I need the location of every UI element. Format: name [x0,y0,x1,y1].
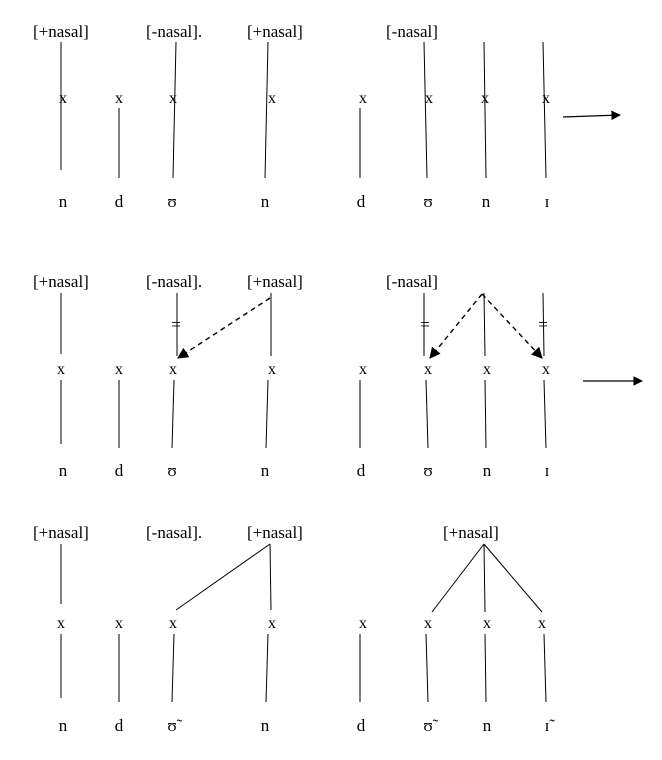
spreading-arrow-icon [430,294,482,358]
timing-slot: x [268,361,276,378]
timing-slot: x [268,615,276,632]
association-line [432,544,484,612]
association-line [266,634,268,702]
timing-slot: x [57,615,65,632]
timing-slot: x [115,615,123,632]
association-line [176,544,270,610]
segment: ɪ̃ [544,716,550,735]
timing-slot: x [169,615,177,632]
association-line [270,544,271,610]
segment: d [356,716,366,735]
segment: n [260,192,270,211]
feature-label: [+nasal] [443,523,499,542]
association-line [426,634,428,702]
timing-slot: x [538,615,546,632]
association-line [172,380,174,448]
segment: n [481,192,491,211]
delink-mark-icon: = [420,315,430,334]
segment: d [114,461,124,480]
timing-slot: x [268,90,276,107]
timing-slot: x [542,90,550,107]
segment: ʊ̃ [423,716,433,735]
association-line [485,380,486,448]
segment: d [114,716,124,735]
association-line [484,42,486,178]
feature-label: [+nasal] [247,523,303,542]
segment: ʊ [167,461,177,480]
feature-label: [-nasal]. [146,523,203,542]
association-line [173,42,176,178]
association-line [544,634,546,702]
timing-slot: x [359,615,367,632]
feature-label: [+nasal] [33,523,89,542]
segment: n [58,716,68,735]
timing-slot: x [542,361,550,378]
panel-step-3 [33,523,555,735]
timing-slot: x [359,361,367,378]
timing-slot: x [359,90,367,107]
segment: d [114,192,124,211]
segment: ʊ [423,461,433,480]
segment: n [260,716,270,735]
segment: d [356,461,366,480]
segment: ʊ [167,192,177,211]
timing-slot: x [59,90,67,107]
segment: d [356,192,366,211]
feature-label: [-nasal]. [146,22,203,41]
segment: ʊ [423,192,433,211]
feature-label: [-nasal] [386,22,438,41]
feature-label: [-nasal] [386,272,438,291]
segment: n [58,461,68,480]
timing-slot: x [169,90,177,107]
segment: ʊ̃ [167,716,177,735]
association-line [484,544,542,612]
segment: n [482,716,492,735]
timing-slot: x [425,90,433,107]
feature-label: [+nasal] [247,272,303,291]
timing-slot: x [481,90,489,107]
segment: ɪ [544,192,550,211]
association-line [172,634,174,702]
association-line [266,380,268,448]
derivation-arrow-icon [563,115,620,117]
spreading-arrow-icon [482,294,542,358]
spreading-arrow-icon [178,298,270,358]
delink-mark-icon: = [538,315,548,334]
association-line [265,42,268,178]
timing-slot: x [483,615,491,632]
association-line [426,380,428,448]
delink-mark-icon: = [171,315,181,334]
association-line [543,42,546,178]
timing-slot: x [169,361,177,378]
timing-slot: x [57,361,65,378]
association-line [485,634,486,702]
timing-slot: x [115,90,123,107]
timing-slot: x [424,361,432,378]
association-line [544,380,546,448]
panel-step-2 [33,272,642,480]
timing-slot: x [424,615,432,632]
feature-label: [-nasal]. [146,272,203,291]
feature-label: [+nasal] [247,22,303,41]
feature-label: [+nasal] [33,272,89,291]
timing-slot: x [115,361,123,378]
association-line [484,544,485,612]
association-line [424,42,427,178]
timing-slot: x [483,361,491,378]
segment: n [482,461,492,480]
segment: n [58,192,68,211]
panel-step-1 [33,22,620,211]
association-line [484,293,485,356]
segment: ɪ [544,461,550,480]
segment: n [260,461,270,480]
feature-label: [+nasal] [33,22,89,41]
